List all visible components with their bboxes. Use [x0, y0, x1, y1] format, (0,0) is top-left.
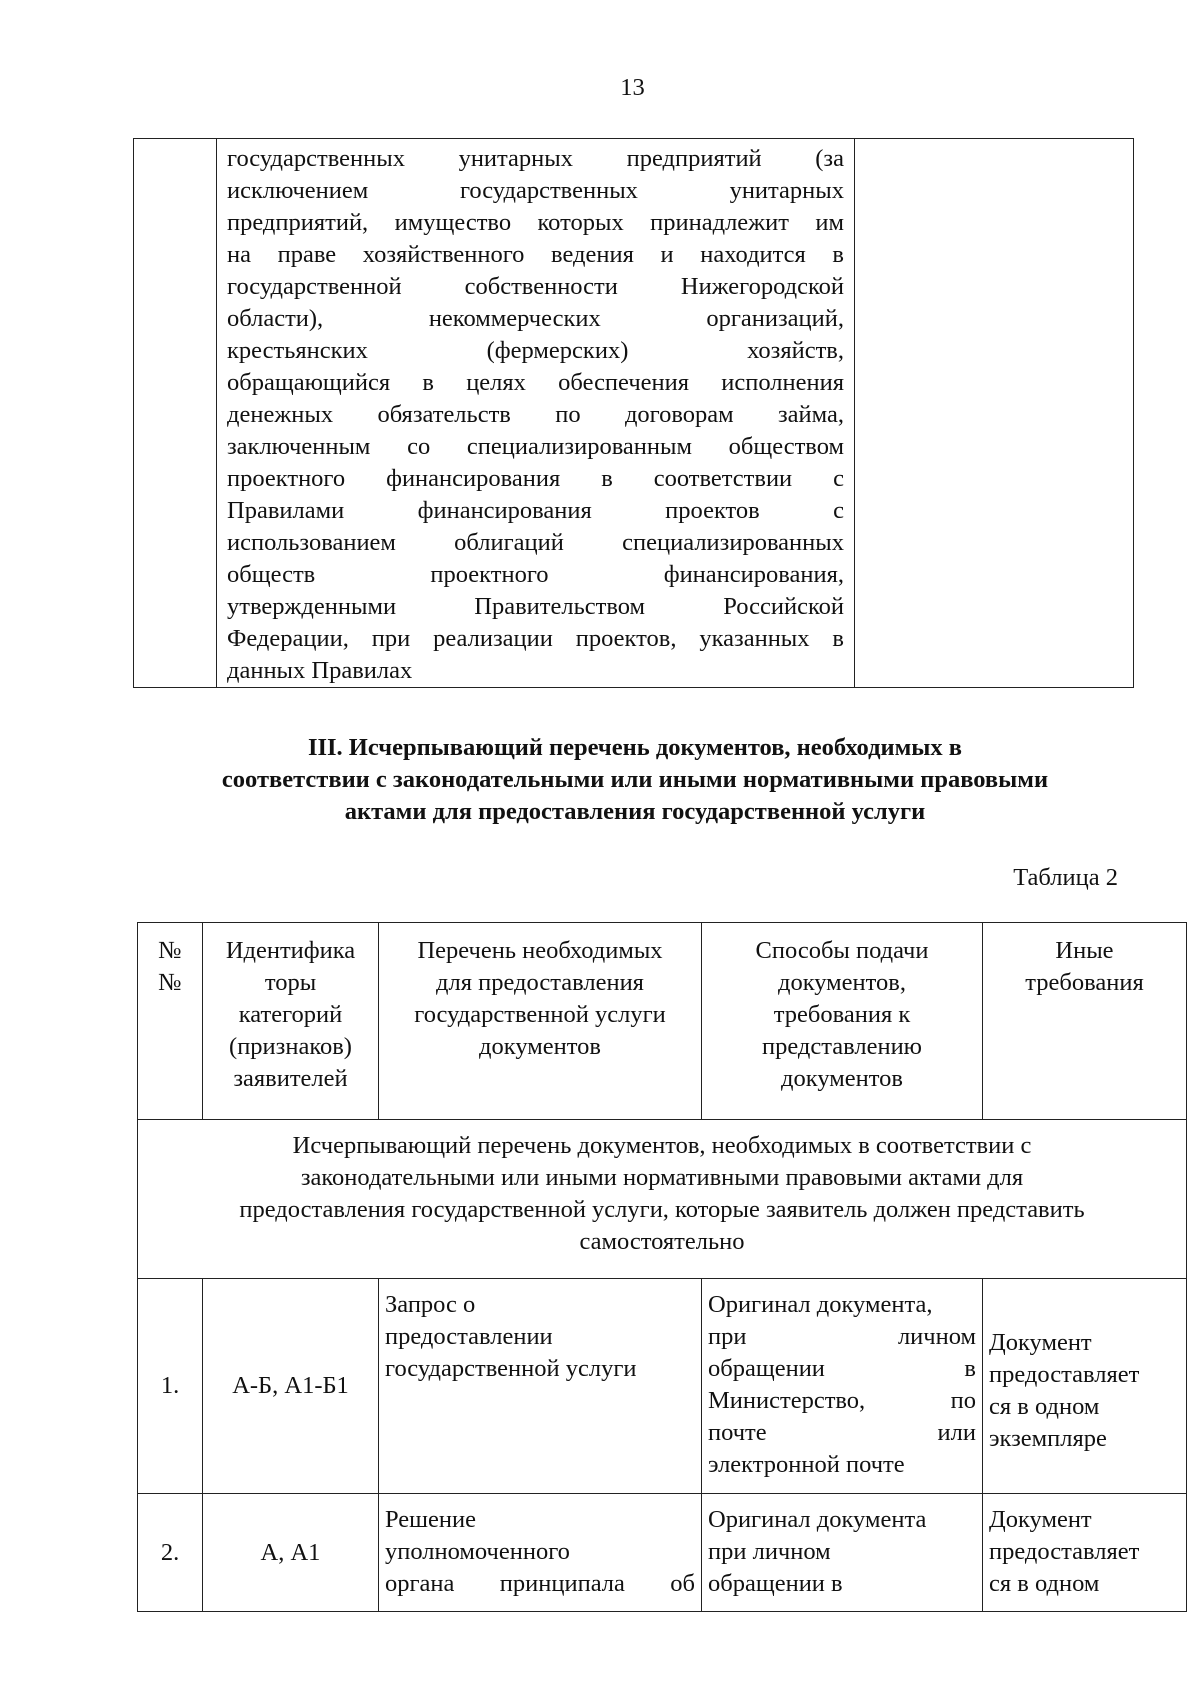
- header-text: документов: [781, 1065, 903, 1092]
- merged-text-line: законодательными или иными нормативными правовыми актами для: [300, 1164, 1024, 1191]
- cell-line: Решение: [385, 1506, 477, 1533]
- continuation-text-cell: [217, 139, 855, 688]
- table-caption: Таблица 2: [1013, 864, 1118, 891]
- merged-section-cell: [138, 1120, 1187, 1279]
- cell-line: предоставляет: [989, 1538, 1140, 1565]
- merged-text-line: Исчерпывающий перечень документов, необходимых в соответствии с: [292, 1132, 1032, 1159]
- header-text: Перечень необходимых: [417, 937, 663, 964]
- header-text: (признаков): [229, 1033, 352, 1060]
- header-text: требования к: [773, 1001, 911, 1028]
- header-text: №: [158, 937, 182, 964]
- header-number: [138, 923, 203, 1120]
- header-other-requirements: [983, 923, 1187, 1120]
- continuation-line: на праве хозяйственного ведения и находится в: [227, 241, 844, 268]
- cell-line: при личном: [708, 1538, 831, 1565]
- cell-line: ся в одном: [989, 1393, 1100, 1420]
- continuation-line: данных Правилах: [227, 657, 413, 684]
- continuation-line: утвержденными Правительством Российской: [227, 593, 844, 620]
- cell-line: Запрос о: [385, 1291, 476, 1318]
- header-documents: [379, 923, 702, 1120]
- merged-text-line: предоставления государственной услуги, которые заявитель должен представить: [239, 1196, 1085, 1223]
- heading-line: соответствии с законодательными или иными нормативными правовыми: [221, 766, 1049, 793]
- cell-line: предоставлении: [385, 1323, 553, 1350]
- table-row: [138, 1279, 1187, 1494]
- continuation-line: заключенным со специализированным обществом: [227, 433, 844, 460]
- cell-line: Оригинал документа: [708, 1506, 927, 1533]
- section-heading: [130, 732, 1140, 828]
- cell-line: Министерство, по: [708, 1387, 976, 1414]
- header-text: представлению: [761, 1033, 922, 1060]
- row-applicant-ids: А, А1: [203, 1494, 379, 1612]
- header-text: требования: [1025, 969, 1144, 996]
- continuation-line: предприятий, имущество которых принадлежит им: [227, 209, 844, 236]
- continuation-line: денежных обязательств по договорам займа,: [227, 401, 844, 428]
- row-number: 1.: [138, 1279, 203, 1494]
- cell-line: экземпляре: [989, 1425, 1107, 1452]
- row-submission-methods: [702, 1279, 983, 1494]
- row-submission-methods: [702, 1494, 983, 1612]
- header-text: документов,: [777, 969, 906, 996]
- cell-line: при личном: [708, 1323, 976, 1350]
- row-document: [379, 1494, 702, 1612]
- header-text: заявителей: [233, 1065, 348, 1092]
- merged-text-line: самостоятельно: [579, 1228, 745, 1255]
- cell-line: обращении в: [708, 1355, 976, 1382]
- cell-line: предоставляет: [989, 1361, 1140, 1388]
- page-number: 13: [620, 74, 645, 101]
- row-number: 2.: [138, 1494, 203, 1612]
- header-text: Идентифика: [225, 937, 356, 964]
- header-text: №: [158, 969, 182, 996]
- header-text: документов: [479, 1033, 601, 1060]
- continuation-line: области), некоммерческих организаций,: [227, 305, 844, 332]
- cell-line: государственной услуги: [385, 1355, 637, 1382]
- cell-line: обращении в: [708, 1570, 843, 1597]
- header-applicant-ids: [203, 923, 379, 1120]
- continuation-line: Федерации, при реализации проектов, указанных в: [227, 625, 844, 652]
- header-text: категорий: [238, 1001, 343, 1028]
- header-text: для предоставления: [436, 969, 644, 996]
- heading-line: актами для предоставления государственной услуги: [344, 798, 926, 825]
- cell-line: органа принципала об: [385, 1570, 695, 1597]
- continuation-table: [133, 138, 1134, 688]
- row-other-requirements: [983, 1494, 1187, 1612]
- row-applicant-ids: А-Б, А1-Б1: [203, 1279, 379, 1494]
- cell-line: ся в одном: [989, 1570, 1100, 1597]
- cell-line: Оригинал документа,: [708, 1291, 933, 1318]
- table-row: [138, 1494, 1187, 1612]
- documents-table: [137, 922, 1187, 1612]
- continuation-line: проектного финансирования в соответствии с: [227, 465, 844, 492]
- continuation-line: Правилами финансирования проектов с: [227, 497, 844, 524]
- cell-line: Документ: [989, 1506, 1092, 1533]
- continuation-line: государственной собственности Нижегородской: [227, 273, 844, 300]
- cell-line: уполномоченного: [385, 1538, 570, 1565]
- row-other-requirements: [983, 1279, 1187, 1494]
- continuation-empty-cell: [855, 139, 1134, 688]
- header-text: торы: [264, 969, 317, 996]
- header-submission-methods: [702, 923, 983, 1120]
- continuation-number-cell: [134, 139, 217, 688]
- table-header-row: [138, 923, 1187, 1120]
- continuation-line: государственных унитарных предприятий (за: [227, 145, 844, 172]
- heading-line: III. Исчерпывающий перечень документов, необходимых в: [307, 734, 963, 761]
- header-text: государственной услуги: [414, 1001, 666, 1028]
- continuation-line: обращающийся в целях обеспечения исполнения: [227, 369, 844, 396]
- continuation-line: крестьянских (фермерских) хозяйств,: [227, 337, 844, 364]
- continuation-line: обществ проектного финансирования,: [227, 561, 844, 588]
- cell-line: почте или: [708, 1419, 976, 1446]
- header-text: Иные: [1055, 937, 1114, 964]
- header-text: Способы подачи: [755, 937, 929, 964]
- row-document: [379, 1279, 702, 1494]
- continuation-line: использованием облигаций специализированных: [227, 529, 844, 556]
- table-merged-row: [138, 1120, 1187, 1279]
- continuation-line: исключением государственных унитарных: [227, 177, 844, 204]
- cell-line: Документ: [989, 1329, 1092, 1356]
- cell-line: электронной почте: [708, 1451, 905, 1478]
